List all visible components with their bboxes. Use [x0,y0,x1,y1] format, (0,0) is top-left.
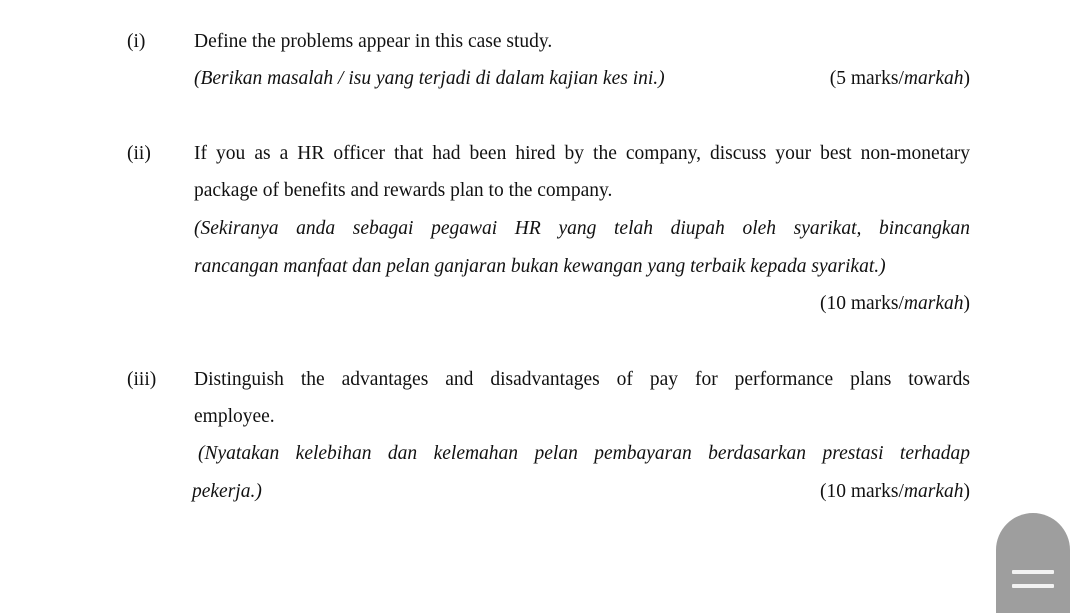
question-text-en: Distinguish the advantages and disadvantages of pay for performance plans towards [194,369,970,390]
question-text-ms: rancangan manfaat dan pelan ganjaran bukan kewangan yang terbaik kepada syarikat.) [194,256,886,277]
question-text-ms: (Nyatakan kelebihan dan kelemahan pelan pembayaran berdasarkan prestasi terhadap [198,443,970,464]
question-text-en: employee. [194,406,275,427]
question-text-en: Define the problems appear in this case study. [194,31,553,52]
marks-label: (5 marks/markah) [829,68,970,89]
question-text-en: package of benefits and rewards plan to the company. [194,180,613,201]
question-text-ms: pekerja.) [192,481,262,502]
marks-label: (10 marks/markah) [819,481,970,502]
question-text-ms: (Sekiranya anda sebagai pegawai HR yang telah diupah oleh syarikat, bincangkan [194,218,970,239]
question-number: (i) [127,31,146,52]
question-number: (iii) [127,369,157,390]
question-number: (ii) [127,143,151,164]
marks-label: (10 marks/markah) [819,293,970,314]
question-text-ms: (Berikan masalah / isu yang terjadi di dalam kajian kes ini.) [194,68,665,89]
scroll-handle-button[interactable] [996,513,1070,613]
question-text-en: If you as a HR officer that had been hired by the company, discuss your best non-monetary [194,143,970,164]
